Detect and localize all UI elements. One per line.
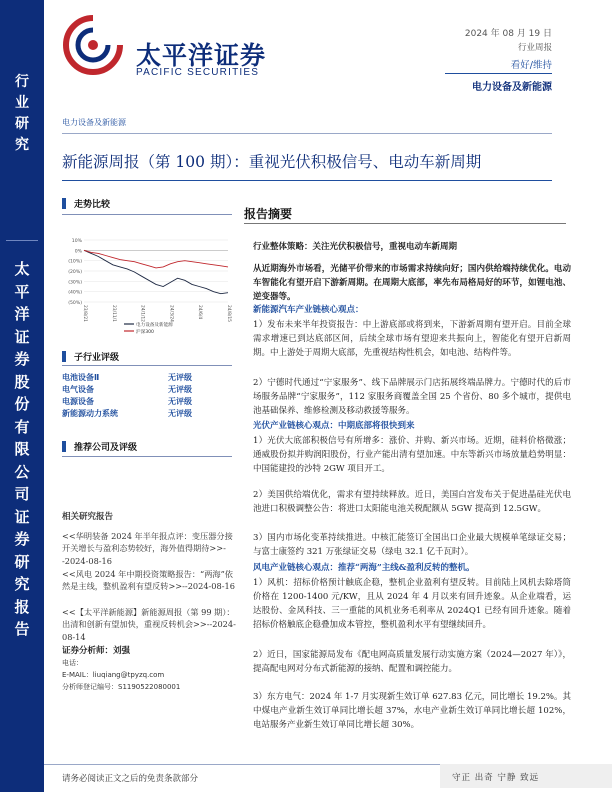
trend-header-divider <box>62 214 232 215</box>
rating-row: 电气设备 无评级 <box>62 385 192 394</box>
y-tick-label: (10%) <box>68 259 82 265</box>
section-marker-icon <box>62 441 66 452</box>
footer-motto: 守正 出奇 宁静 致远 <box>440 764 612 788</box>
page-title: 新能源周报（第 100 期）：重视光伏积极信号、电动车新周期 <box>62 153 482 171</box>
breadcrumb: 电力设备及新能源 <box>62 118 126 127</box>
summary-paragraph: 2）宁德时代通过“宁家服务”、线下品牌展示门店拓展终端品牌力。宁德时代的后市场服务品牌“宁家服务”，112 家服务商覆盖全国 25 个省份、80 多个城市，提供电池基础保养、维修检测及移动救援等服务。 <box>253 378 571 417</box>
y-tick-label: (20%) <box>68 270 82 275</box>
y-tick-label: (50%) <box>68 301 82 306</box>
summary-paragraph: 3）东方电气：2024 年 1-7 月实现新生效订单 627.83 亿元，同比增长 19.2%。其中煤电产业新生效订单同比增长超 37%，水电产业新生效订单同比增长超 102%，电站服务产业新生效订单同比增长超 30%。 <box>253 692 571 731</box>
summary-divider <box>244 223 566 224</box>
y-tick-label: 10% <box>71 239 82 244</box>
section-marker-icon <box>62 198 66 209</box>
header-divider <box>445 73 552 74</box>
summary-paragraph: 1）发布未来半年投资报告：中上游底部或将到来，下游新周期有望开启。目前全球需求增速已到达底部区间，后续全球市场有望迎来共振向上，智能化有望开启新周期。中上游处于周期大底部，先重视结构性机会，如电池、结构件等。 <box>253 320 571 359</box>
rating-row: 新能源动力系统 无评级 <box>62 409 192 418</box>
series-line-0 <box>84 250 228 293</box>
analyst-cert: 分析师登记编号：S1190522080001 <box>62 683 181 691</box>
analyst-email[interactable]: E-MAIL：liuqiang@tpyzq.com <box>62 671 165 679</box>
summary-subheading: 新能源汽车产业链核心观点： <box>253 305 364 315</box>
summary-paragraph: 2）近日，国家能源局发布《配电网高质量发展行动实施方案（2024—2027 年）》，提高配电网对分布式新能源的接纳、配置和调控能力。 <box>253 650 571 675</box>
rating-row: 电池设备Ⅱ 无评级 <box>62 373 192 382</box>
industry-rating: 看好/维持 <box>510 60 552 71</box>
y-tick-label: (30%) <box>68 280 82 286</box>
title-divider <box>62 180 552 181</box>
summary-paragraph: 1）风机：招标价格预计触底企稳，整机企业盈利有望反转。目前陆上风机去除塔筒价格在 1200-1400 元/KW，且从 2024 年 4 月以来有回升迹象。从企业端看，运达股份、金风科技、三一重能的风机业务毛利率从 2024Q1 已经有回升迹象。随着招标价格触底企稳叠加成本管控，整机盈利水平有望继续回升。 <box>253 578 571 631</box>
x-tick-label: 24/6/4 <box>197 305 203 320</box>
x-tick-label: 23/11/1 <box>110 305 116 322</box>
summary-paragraph: 2）美国供给端优化，需求有望持续释放。近日，美国白宫发布关于促进晶硅光伏电池进口积极调整公告：将进口太阳能电池关税配额从 5GW 提高到 12.5GW。 <box>253 490 571 515</box>
trend-chart <box>62 232 232 342</box>
footer-disclaimer: 请务必阅读正文之后的免责条款部分 <box>62 774 199 784</box>
legend-label: 沪深300 <box>136 329 154 335</box>
section-marker-icon <box>62 351 66 362</box>
summary-paragraph: 3）国内市场化变革持续推进。中核汇能签订全国出口企业最大规模单笔绿证交易；与富士康签约 321 万张绿证交易（绿电 32.1 亿千瓦时）。 <box>253 533 571 558</box>
company-name-en: PACIFIC SECURITIES <box>136 67 260 78</box>
x-tick-label: 24/8/15 <box>226 305 231 322</box>
analyst-phone: 电话： <box>62 659 83 667</box>
report-date: 2024 年 08 月 19 日 <box>464 29 552 39</box>
related-report-link[interactable]: <<【太平洋新能源】新能源周报（第 99 期）：出清和创新有望加快，重视反转机会>>--2024-08-14 <box>62 607 236 642</box>
x-tick-label: 24/1/12 <box>139 305 145 322</box>
x-tick-label: 24/3/24 <box>168 305 174 322</box>
rating-header-divider <box>62 365 232 366</box>
sidebar-top-label: 行业研究 <box>15 74 29 153</box>
industry-name: 电力设备及新能源 <box>472 82 552 93</box>
summary-paragraph: 1）光伏大底部积极信号有所增多：涨价、并购、新兴市场。近期，硅料价格微涨；通威股份拟并购润阳股份，行业产能出清有望加速。中东等新兴市场放量趋势明显：中国能建投的沙特 2GW 项目开工。 <box>253 436 571 475</box>
summary-paragraph: 从近期海外市场看，光储平价带来的市场需求持续向好；国内供给端持续优化。电动车智能化有望开启下游新周期。在周期大底部，率先布局格局好的环节，如锂电池、逆变器等。 <box>253 264 571 303</box>
related-report-link[interactable]: <<华明装备 2024 年半年报点评：变压器分接开关增长与盈利态势较好，海外值得期待>>--2024-08-16 <box>62 531 233 566</box>
legend-label: 电力设备及新能源 <box>136 322 173 328</box>
recommend-header-divider <box>62 456 232 457</box>
company-name-cn: 太平洋证券 <box>136 41 267 70</box>
rating-header: 子行业评级 <box>62 350 119 363</box>
summary-paragraph: 行业整体策略：关注光伏积极信号，重视电动车新周期 <box>253 242 458 252</box>
y-tick-label: 0% <box>74 249 82 255</box>
related-report-link[interactable]: <<风电 2024 年中期投资策略报告：“两海”依然是主线，整机盈利有望反转>>--2024-08-16 <box>62 569 235 592</box>
summary-title: 报告摘要 <box>244 207 293 221</box>
rating-row: 电源设备 无评级 <box>62 397 192 406</box>
related-research-title: 相关研究报告 <box>62 512 114 522</box>
company-logo-icon <box>62 14 124 76</box>
report-type: 行业周报 <box>517 43 552 53</box>
summary-subheading: 风电产业链核心观点：推荐“两海”主线&盈利反转的整机。 <box>253 563 475 573</box>
summary-subheading: 光伏产业链核心观点：中期底部将很快到来 <box>253 421 415 431</box>
series-line-1 <box>84 250 228 268</box>
y-tick-label: (40%) <box>68 290 82 296</box>
breadcrumb-divider <box>62 133 552 134</box>
x-tick-label: 23/8/21 <box>82 305 87 322</box>
analyst-name: 证券分析师：刘强 <box>62 646 131 656</box>
trend-header: 走势比较 <box>62 197 110 210</box>
recommend-header: 推荐公司及评级 <box>62 440 137 453</box>
sidebar-divider <box>6 240 38 241</box>
sidebar-main-label: 太平洋证券股份有限公司证券研究报告 <box>14 260 30 638</box>
